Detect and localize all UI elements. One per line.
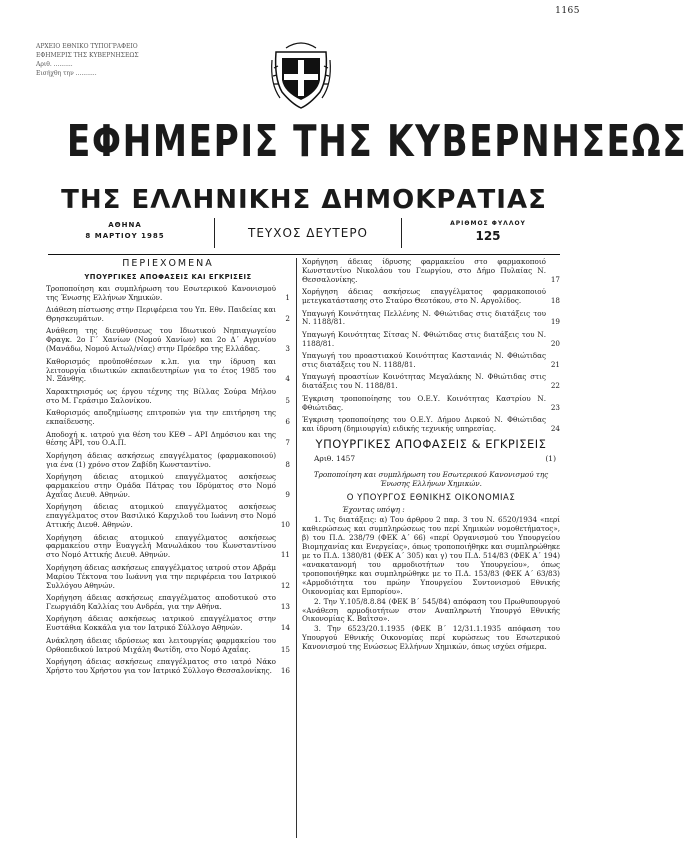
- decision-subject: Τροποποίηση και συμπλήρωση του Εσωτερικού Κανονισμού της Ένωσης Ελλήνων Χημικών.: [313, 469, 549, 488]
- contents-list-right: [302, 258, 560, 434]
- contents-entry-text: Χορήγηση άδειας ατομικού επαγγέλματος ασκήσεως επαγγέλματος στον Βασιλικό Καρχιλοδ του Ιωάννη στο Νομό Αττικής Διευθ. Αθηνών.: [46, 502, 276, 530]
- having-considered: Έχοντας υπόψη :: [342, 504, 405, 514]
- contents-entry-page: 4: [285, 374, 290, 384]
- contents-entry-text: Χαρακτηρισμός ως έργου τέχνης της Βίλλας Σούρα Μήλου στο Μ. Γεράσιμο Σαλονίκου.: [46, 386, 276, 405]
- contents-entry-page: 17: [550, 274, 560, 284]
- contents-entry-page: 20: [550, 338, 560, 348]
- contents-entry-text: Υπαγωγή προαστίων Κοινότητας Μεγαλάκης Ν. Φθιώτιδας στις διατάξεις του Ν. 1188/81.: [302, 372, 546, 391]
- decision-index: (1): [545, 453, 556, 463]
- decision-number: Αριθ. 1457: [314, 453, 356, 463]
- contents-entry-text: Έγκριση τροποποίησης του Ο.Ε.Υ. Δήμου Διρκού Ν. Φθιώτιδας και ίδρυση (δημιουργία) ειδικής τεχνικής υπηρεσίας.: [302, 415, 546, 433]
- contents-entry-text: Υπαγωγή Κοινότητας Πελλένης Ν. Φθιώτιδας στις διατάξεις του Ν. 1188/81.: [302, 308, 546, 327]
- contents-entry-page: 8: [285, 459, 290, 469]
- contents-entry-text: Χορήγηση άδειας ίδρυσης φαρμακείου στο φαρμακοποιό Κωνσταντίνο Νικολάου του Γεωργίου, στο Δήμο Πυλαίας Ν. Θεσσαλονίκης.: [302, 257, 546, 284]
- issue-series: ΤΕΥΧΟΣ ΔΕΥΤΕΡΟ: [214, 218, 402, 248]
- contents-entry: [46, 285, 290, 303]
- stamp-line: Εισήχθη την ...........: [36, 70, 97, 77]
- contents-entry: [302, 288, 560, 306]
- contents-title: ΠΕΡΙΕΧΟΜΕΝΑ: [122, 258, 214, 269]
- contents-entry: [46, 615, 290, 633]
- contents-entry: [46, 306, 290, 324]
- contents-entry-page: 2: [285, 314, 290, 324]
- contents-entry-page: 9: [285, 489, 290, 499]
- contents-entry: [46, 327, 290, 354]
- contents-section: ΥΠΟΥΡΓΙΚΕΣ ΑΠΟΦΑΣΕΙΣ ΚΑΙ ΕΓΚΡΙΣΕΙΣ: [84, 272, 252, 281]
- contents-entry-text: Καθορισμός αποζημίωσης επιτροπών για την επιτήρηση της εκπαίδευσης.: [46, 408, 276, 427]
- gazette-title: ΕΦΗΜΕΡΙΣ ΤΗΣ ΚΥΒΕΡΝΗΣΕΩΣ: [66, 116, 687, 167]
- gazette-subtitle: ΤΗΣ ΕΛΛΗΝΙΚΗΣ ΔΗΜΟΚΡΑΤΙΑΣ: [61, 185, 547, 215]
- masthead-info: [30, 218, 578, 252]
- contents-entry: [302, 331, 560, 349]
- contents-entry: [302, 352, 560, 370]
- contents-entry-page: 23: [550, 402, 560, 412]
- contents-entry-page: 3: [285, 344, 290, 354]
- contents-entry-text: Χορήγηση άδειας ασκήσεως επαγγέλματος ιατρού στον Αβράμ Μαρίου Τέκτονα του Ιωάννη για την περιφέρεια του Ιατρικού Συλλόγου Αθηνών.: [46, 562, 276, 590]
- minister-title: Ο ΥΠΟΥΡΓΟΣ ΕΘΝΙΚΗΣ ΟΙΚΟΝΟΜΙΑΣ: [346, 492, 516, 503]
- city: ΑΘΗΝΑ: [108, 221, 142, 229]
- contents-entry-page: 1: [285, 292, 290, 302]
- header-rule: [48, 254, 560, 255]
- contents-entry: [46, 473, 290, 500]
- contents-entry: [46, 409, 290, 427]
- contents-entry: [302, 310, 560, 328]
- sheet-label: ΑΡΙΘΜΟΣ ΦΥΛΛΟΥ: [450, 220, 526, 227]
- decision-paragraph: 1. Τις διατάξεις: α) Του άρθρου 2 παρ. 3 του Ν. 6520/1934 «περί καθιερώσεως και συμπληρώσεως του περί Χημικών νομοθετήματος», β) του Π.Δ. 238/79 (ΦΕΚ Α΄ 66) «περί Οργανισμού του Υπουργείου Βιομηχανίας και Ενεργείας», όπως τροποποιήθηκε και συμπληρώθηκε με το Π.Δ. 1380/81 (ΦΕΚ Α΄ 305) και γ) του Π.Δ. 514/83 (ΦΕΚ Α΄ 194) «ανακατανομή του αρμοδιοτήτων του Υπουργείου», όπως τροποποιήθηκε και συμπληρώθηκε με το Π.Δ. 153/83 (ΦΕΚ Α΄ 63/83) «Αρμοδιότητα του πρώην Υπουργείου Συντονισμού Εθνικής Οικονομίας και Εμπορίου».: [302, 515, 560, 596]
- contents-column-right: [302, 258, 560, 653]
- contents-entry-page: 7: [285, 438, 290, 448]
- sheet-number: 125: [475, 229, 501, 243]
- contents-entry: [46, 431, 290, 449]
- decisions-heading: ΥΠΟΥΡΓΙΚΕΣ ΑΠΟΦΑΣΕΙΣ & ΕΓΚΡΙΣΕΙΣ: [315, 436, 547, 451]
- contents-entry-text: Υπαγωγή Κοινότητας Σίτσας Ν. Φθιώτιδας στις διατάξεις του Ν. 1188/81.: [302, 329, 546, 348]
- contents-entry-text: Χορήγηση άδειας ασκήσεως επαγγέλματος φαρμακοποιού μετεγκατάστασης στο Σταύρο Θεοτόκου, στο Ν. Αργολίδος.: [302, 287, 546, 306]
- contents-entry-page: 14: [280, 623, 290, 633]
- stamp-line: Αριθ. ..........: [36, 61, 73, 68]
- contents-entry: [46, 658, 290, 676]
- contents-entry-text: Διάθεση πίστωσης στην Περιφέρεια του Υπ. Εθν. Παιδείας και Θρησκευμάτων.: [46, 305, 276, 324]
- contents-entry-text: Χορήγηση άδειας ατομικού επαγγέλματος ασκήσεως φαρμακείου στην Ομάδα Πάτρας του Ιδρύματος στο Νομό Αχαΐας Διευθ. Αθηνών.: [46, 472, 276, 499]
- sheet-info: [428, 220, 548, 243]
- contents-entry-page: 10: [280, 520, 290, 530]
- issue-date: 8 ΜΑΡΤΙΟΥ 1985: [85, 232, 165, 240]
- contents-entry-text: Χορήγηση άδειας ασκήσεως επαγγέλματος στο ιατρό Νάκο Χρήστο του Χρήστου για τον Ιατρικό Σύλλογο Θεσσαλονίκης.: [46, 656, 276, 675]
- contents-entry: [46, 358, 290, 385]
- contents-entry: [302, 395, 560, 413]
- greek-coat-of-arms-icon: [270, 38, 332, 110]
- contents-entry-page: 22: [550, 381, 560, 391]
- issue-place-date: [60, 220, 190, 242]
- contents-list-left: [46, 285, 290, 676]
- contents-entry-text: Ανάκληση άδειας ιδρύσεως και λειτουργίας φαρμακείου του Ορθοπεδικού Ιατρού Μιχάλη Φωτίδη, στο Νομό Αχαΐας.: [46, 635, 276, 654]
- contents-entry: [46, 503, 290, 530]
- contents-entry-page: 16: [280, 665, 290, 675]
- contents-entry-page: 5: [285, 395, 290, 405]
- contents-entry-page: 15: [280, 644, 290, 654]
- contents-entry-text: Υπαγωγή του προαστιακού Κοινότητας Καστανιάς Ν. Φθιώτιδας στις διατάξεις του Ν. 1188/81.: [302, 351, 546, 370]
- contents-entry: [46, 452, 290, 470]
- contents-entry-page: 12: [280, 580, 290, 590]
- contents-column-left: [46, 258, 290, 679]
- contents-entry-text: Αποδοχή κ. ιατρού για θέση του ΚΕΘ – ΑΡΙ Δημόσιου και της θέσης ΑΡΙ, του Ο.Α.Π.: [46, 429, 276, 448]
- stamp-line: ΑΡΧΕΙΟ ΕΘΝΙΚΟ ΤΥΠΟΓΡΑΦΕΙΟ: [36, 43, 138, 50]
- contents-entry: [46, 637, 290, 655]
- contents-entry-page: 6: [285, 417, 290, 427]
- contents-entry: [46, 594, 290, 612]
- column-divider: [296, 258, 297, 838]
- decision-number-row: [302, 455, 560, 467]
- page-number: 1165: [555, 6, 580, 16]
- contents-entry-text: Χορήγηση άδειας ατομικού επαγγέλματος ασκήσεως φαρμακείου στην Ευαγγελή Μανωλάκου του Κωνσταντίνου στο Νομό Αττικής Διευθ. Αθηνών.: [46, 532, 276, 560]
- contents-entry-page: 24: [550, 424, 560, 433]
- contents-entry-page: 19: [550, 317, 560, 327]
- decision-paragraph: 2. Την Υ.105/8.8.84 (ΦΕΚ Β΄ 545/84) απόφαση του Πρωθυπουργού «Ανάθεση αρμοδιοτήτων στον Αναπληρωτή Υπουργό Εθνικής Οικονομίας Κ. Βαΐτσο».: [302, 596, 560, 624]
- contents-entry-text: Έγκριση τροποποίησης του Ο.Ε.Υ. Κοινότητας Καστρίου Ν. Φθιώτιδας.: [302, 393, 546, 412]
- contents-entry: [46, 388, 290, 406]
- contents-entry: [302, 373, 560, 391]
- stamp-line: ΕΦΗΜΕΡΙΣ ΤΗΣ ΚΥΒΕΡΝΗΣΕΩΣ: [36, 52, 139, 59]
- contents-entry-text: Καθορισμός προϋποθέσεων κ.λπ. για την ίδρυση και λειτουργία ιδιωτικών εκπαιδευτηρίων για το έτος 1985 του Ν. Ξάνθης.: [46, 356, 276, 384]
- contents-entry-page: 11: [280, 550, 290, 560]
- contents-entry: [46, 564, 290, 591]
- contents-entry-text: Ανάθεση της διευθύνσεως του Ιδιωτικού Νηπιαγωγείου Φραγκ. 2ο Γ΄ Χανίων (Νομού Χανίων) και 2ο Δ΄ Αγρινίου (Μανάδω, Νομού Αιτωλ/νίας) στην Πρόεδρο της Ελλάδας.: [46, 326, 276, 354]
- contents-entry-text: Χορήγηση άδειας ασκήσεως επαγγέλματος (φαρμακοποιού) για ένα (1) χρόνο στον Ζαβίδη Κωνσταντίνο.: [46, 450, 276, 469]
- archive-stamp: [36, 42, 186, 78]
- contents-entry-page: 13: [280, 601, 290, 611]
- contents-entry-text: Τροποποίηση και συμπλήρωση του Εσωτερικού Κανονισμού της Ένωσης Ελλήνων Χημικών.: [46, 283, 276, 302]
- contents-entry-text: Χορήγηση άδειας ασκήσεως ιατρικού επαγγέλματος στην Ευστάθια Κοκκάλα για τον Ιατρικό Σύλλογο Αθηνών.: [46, 614, 276, 633]
- contents-entry-page: 21: [550, 360, 560, 370]
- contents-entry-page: 18: [550, 296, 560, 306]
- decision-paragraph: 3. Την 6523/20.1.1935 (ΦΕΚ Β΄ 12/31.1.1935 απόφαση του Υπουργού Εθνικής Οικονομίας περί κυρώσεως του Εσωτερικού Κανονισμού της Ενώσεως Ελλήνων Χημικών, όπως ισχύει σήμερα.: [302, 624, 560, 652]
- contents-entry: [302, 416, 560, 434]
- contents-entry: [46, 534, 290, 561]
- contents-entry: [302, 258, 560, 285]
- contents-entry-text: Χορήγηση άδειας ασκήσεως επαγγέλματος αποδοτικού στο Γεωργιάδη Καλλίας του Ανδρέα, για την Αθήνα.: [46, 593, 276, 611]
